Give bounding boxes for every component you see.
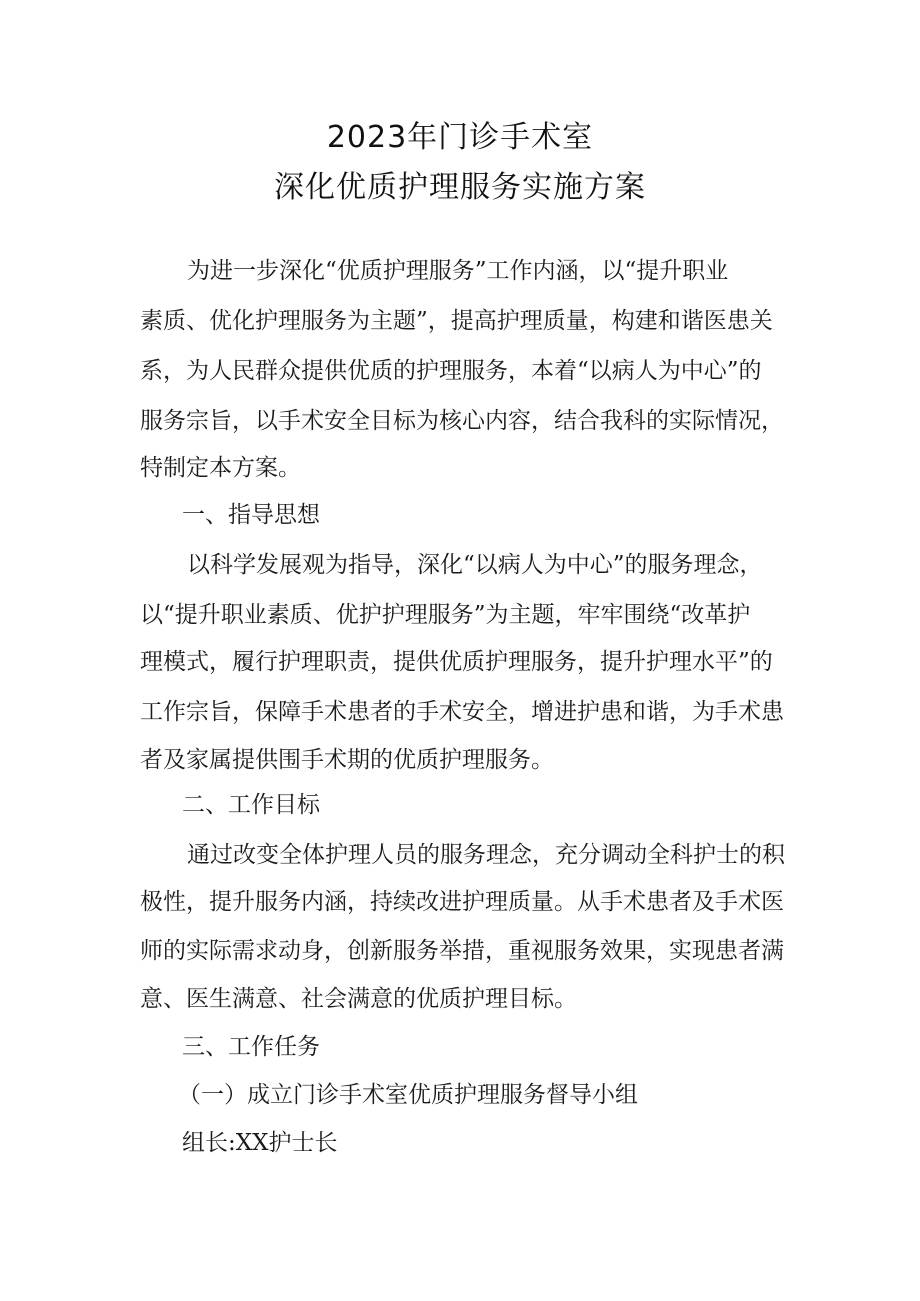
intro-line: 素质、优化护理服务为主题”，提高护理质量，构建和谐医患关 [140,308,773,334]
subsection-heading: （一）成立门诊手术室优质护理服务督导小组 [178,1082,638,1108]
section1-line: 以科学发展观为指导，深化“以病人为中心”的服务理念， [187,552,763,578]
section1-line: 以“提升职业素质、优护护理服务”为主题，牢牢围绕“改革护 [140,602,751,628]
intro-line: 系，为人民群众提供优质的护理服务，本着“以病人为中心”的 [140,358,762,384]
section-heading-work-goals: 二、工作目标 [182,792,320,818]
section2-line: 意、医生满意、社会满意的优质护理目标。 [140,986,577,1012]
section-heading-guiding-thought: 一、指导思想 [182,502,320,528]
section2-line: 师的实际需求动身，创新服务举措，重视服务效果，实现患者满 [140,938,784,964]
section1-line: 工作宗旨，保障手术患者的手术安全，增进护患和谐，为手术患 [140,699,784,725]
intro-line: 特制定本方案。 [140,455,301,481]
section2-line: 通过改变全体护理人员的服务理念，充分调动全科护士的积 [187,842,785,868]
section1-line: 者及家属提供围手术期的优质护理服务。 [140,747,554,773]
intro-line: 服务宗旨，以手术安全目标为核心内容，结合我科的实际情况， [140,408,784,434]
title-line-2: 深化优质护理服务实施方案 [274,170,646,205]
section-heading-work-tasks: 三、工作任务 [182,1034,320,1060]
group-leader-line: 组长:XX护士长 [182,1130,338,1156]
section1-line: 理模式，履行护理职责，提供优质护理服务，提升护理水平”的 [140,649,773,675]
intro-line: 为进一步深化“优质护理服务”工作内涵，以“提升职业 [187,258,729,284]
section2-line: 极性，提升服务内涵，持续改进护理质量。从手术患者及手术医 [140,889,784,915]
title-line-1: 2023年门诊手术室 [326,120,594,155]
